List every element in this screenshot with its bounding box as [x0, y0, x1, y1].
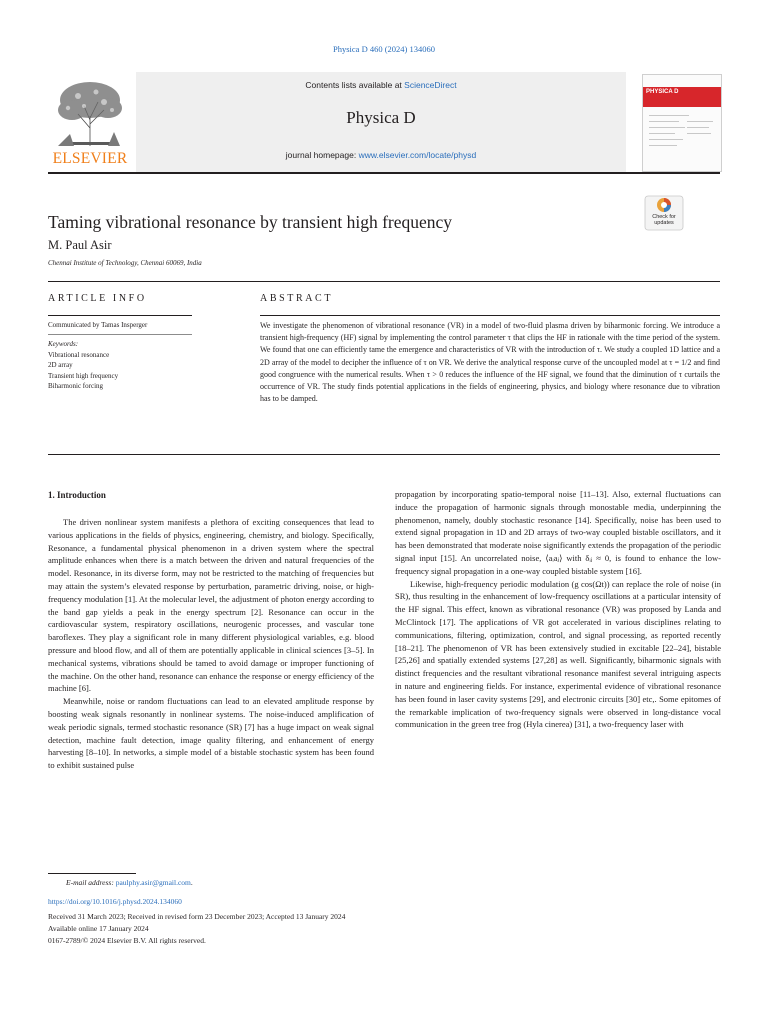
cover-line [649, 133, 675, 134]
header-rule [48, 172, 720, 174]
abstract-rule [260, 315, 720, 316]
article-title: Taming vibrational resonance by transient high frequency [48, 212, 453, 232]
abstract-bottom-rule [48, 454, 720, 455]
author-affiliation: Chennai Institute of Technology, Chennai 60069, India [48, 259, 202, 267]
cover-line [687, 127, 709, 128]
email-suffix: . [190, 878, 193, 887]
body-paragraph: The driven nonlinear system manifests a plethora of exciting consequences that lead to various applications in the fields of physics, engineering, chemistry, and biology. Specifically, Resonance, a fundamental physical phenomenon in a driven system where the spectral amplitude enhances when there is a match between the driven and natural frequencies of the model. Resonance, in its diverse form, may not be restricted to the matching of frequencies but may attain the system’s elevated response by perturbation, parametric driving, noise, or high-frequency modulation [1]. At the molecular level, the adjustment of photon energy according to the band gap yields a peak in the energy spectrum [2]. Resonance can occur in the cardiovascular system, respiratory oscillations, neurogenic processes, and vascular tone baroflexes. They play a significant role in many different physiological variables, e.g. blood pressure and blood flow, and all of them are potentially applicable in clinical sciences [3–5]. In mechanical systems, vibrations should be tamed to avoid damage or improper functioning of the machine. On the other hand, resonance can enhance the response or energy efficiency of the machine [6]. [48, 517, 374, 694]
keywords-label: Keywords: [48, 340, 79, 348]
cover-line [649, 145, 677, 146]
keyword-item: 2D array [48, 361, 73, 370]
body-column-left [48, 516, 374, 772]
keyword-item: Biharmonic forcing [48, 382, 104, 391]
journal-cover-thumbnail[interactable] [642, 74, 722, 172]
communicated-by: Communicated by Tamas Insperger [48, 321, 148, 329]
footnote-rule [48, 873, 136, 874]
badge-line-2: updates [654, 220, 674, 226]
running-header[interactable]: Physica D 460 (2024) 134060 [333, 44, 435, 54]
article-info-divider [48, 334, 192, 335]
cover-line [649, 127, 685, 128]
doi-link[interactable]: https://doi.org/10.1016/j.physd.2024.134060 [48, 897, 182, 906]
author-name: M. Paul Asir [48, 238, 112, 252]
body-paragraph: Meanwhile, noise or random fluctuations can lead to an elevated amplitude response by boosting weak signals resonantly in nonlinear systems. The noise-induced amplification of weak periodic signals, termed stochastic resonance (SR) [7] has a huge impact on weak signal detection, machine fault detection, image quality filtering, and enhancement of energy harvesting [8–10]. In networks, a simple model of a bistable stochastic system has been found to exhibit sustained pulse [48, 696, 374, 771]
email-footnote [66, 878, 193, 887]
abstract-text: We investigate the phenomenon of vibrational resonance (VR) in a model of two-fluid plasma driven by biharmonic forcing. We introduce a transient high-frequency (HF) signal by implementing the control parameter τ that clips the HF in rationale with the time period of the system. We found that one can efficiently tame the emergence and characteristics of VR with the introduction of τ. We study a coupled 1D lattice and a 2D array of the model to decipher the influence of τ on VR. We derive the analytical response curve of the uncoupled model at τ = 1/2 and find good congruence with the numerical results. When τ > 0 reduces the influence of the HF signal, we found that the diminution of τ curtails the occurrence of VR. The study finds potential applications in the fields of engineering, physics, and biology where resonance due to vibration has to be damped. [260, 321, 720, 404]
homepage-link[interactable]: www.elsevier.com/locate/physd [358, 150, 477, 160]
body-column-right [395, 488, 721, 731]
copyright-line: 0167-2789/© 2024 Elsevier B.V. All rights reserved. [48, 936, 206, 945]
keyword-item: Transient high frequency [48, 371, 119, 380]
check-for-updates-label [644, 214, 684, 226]
article-info-rule [48, 315, 192, 316]
cover-journal-name: PHYSICA D [646, 89, 679, 95]
abstract-heading: ABSTRACT [260, 293, 334, 304]
received-dates: Received 31 March 2023; Received in revised form 23 December 2023; Accepted 13 January 2024 [48, 912, 346, 921]
article-info-heading: ARTICLE INFO [48, 293, 147, 304]
cover-line [649, 139, 683, 140]
contents-prefix: Contents lists available at [305, 80, 405, 90]
contents-line [136, 80, 626, 90]
email-label: E-mail address: [66, 878, 114, 887]
badge-line-1: Check for [652, 214, 676, 220]
cover-line [687, 121, 713, 122]
section-heading-introduction: 1. Introduction [48, 490, 106, 500]
email-link[interactable]: paulphy.asir@gmail.com [115, 878, 191, 887]
title-rule [48, 281, 720, 282]
publisher-name: ELSEVIER [52, 150, 128, 167]
cover-line [649, 115, 689, 116]
keywords-block [48, 339, 192, 392]
journal-title: Physica D [346, 108, 416, 127]
homepage-line [136, 150, 626, 160]
sciencedirect-link[interactable]: ScienceDirect [404, 80, 457, 90]
body-paragraph: propagation by incorporating spatio-temporal noise [11–13]. Also, external fluctuations can induce the propagation of harmonic signals through monostable media, underpinning the phenomenon, namely, doubly stochastic resonance [14]. Specifically, noise has been used to extend signal propagation in 1D and 2D arrays of two-way coupled bistable oscillators, and it has been demonstrated that moderate noise significantly extends the propagation of the periodic signal input [15]. An uncorrelated noise, ⟨aᵢaⱼ⟩ with δᵢⱼ ≈ 0, is found to enhance the low-frequency signal propagation in a one-way coupled bistable system [16]. [395, 489, 721, 576]
available-online: Available online 17 January 2024 [48, 924, 149, 933]
body-paragraph: Likewise, high-frequency periodic modulation (g cos(Ωt)) can replace the role of noise (in SR), thus resulting in the enhancement of low-frequency oscillations at a particular intensity of the HF signal. This effect, known as vibrational resonance (VR) was proposed by Landa and McClintock [17]. The applications of VR got accelerated in various disciplines relating to communications, filtering, optimization, control, and signal processing, as reported recently [18–21]. The phenomenon of VR has been extensively studied in excitable [22–24], bistable [25,26] and spatially extended systems [27,28] as well. Significantly, biharmonic signals with distinct frequencies and the resultant vibrational resonance manifest several intriguing aspects in nature and engineering fields. For instance, experimental evidence of vibrational resonance has been found in laser cavity systems [29], and electronic circuits [30] etc,. Some epitomes of the remarkable implication of two-frequency signals were observed in long-distance vocal communication in the green tree frog (Hyla cinerea) [31], a two-frequency laser with [395, 578, 721, 730]
homepage-prefix: journal homepage: [285, 150, 359, 160]
cover-line [649, 121, 679, 122]
cover-line [687, 133, 711, 134]
keyword-item: Vibrational resonance [48, 350, 110, 359]
